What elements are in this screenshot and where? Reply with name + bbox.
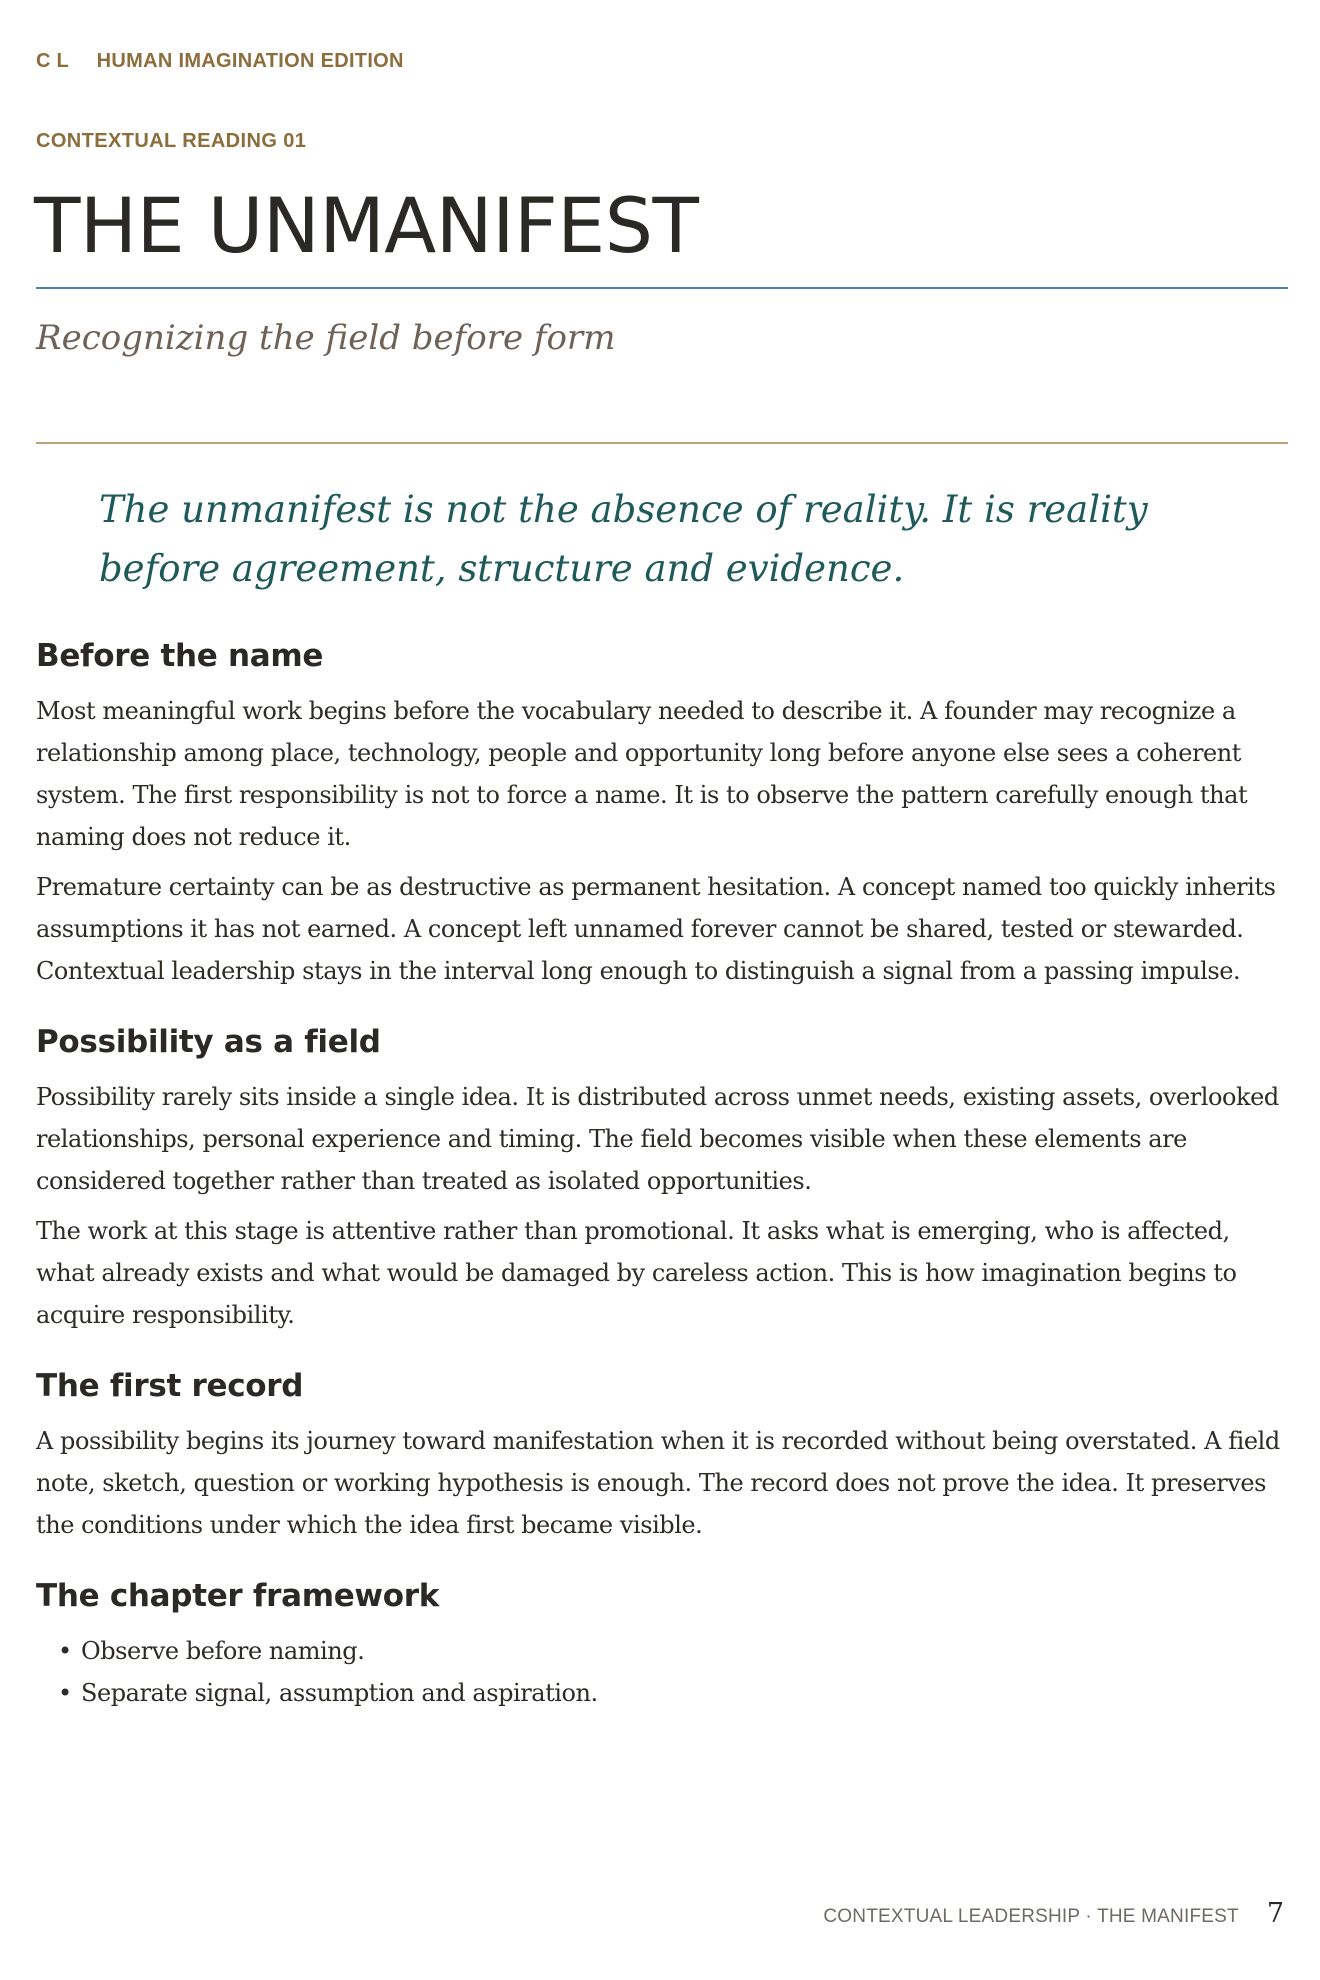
body-paragraph: Premature certainty can be as destructive as permanent hesitation. A concept named too quickly inherits assumptions it has not earned. A concept left unnamed forever cannot be shared, tested or stewarded. Contextual leadership stays in the interval long enough to distinguish a signal from a passing impulse. bbox=[36, 873, 1276, 985]
body-paragraph: Possibility rarely sits inside a single idea. It is distributed across unmet needs, existing assets, overlooked relationships, personal experience and timing. The field becomes visible when these elements are considered together rather than treated as isolated opportunities. bbox=[36, 1083, 1279, 1195]
page-number: 7 bbox=[1266, 1898, 1284, 1929]
pull-quote: The unmanifest is not the absence of reality. It is reality before agreement, structure and evidence. bbox=[99, 488, 1148, 590]
section-divider bbox=[36, 442, 1288, 444]
page-title: THE UNMANIFEST bbox=[34, 181, 699, 270]
section-before-the-name bbox=[36, 628, 1288, 992]
section-heading: Possibility as a field bbox=[36, 1024, 381, 1060]
brand-mark: CL bbox=[36, 50, 75, 72]
body-paragraph: A possibility begins its journey toward manifestation when it is recorded without being overstated. A field note, sketch, question or working hypothesis is enough. The record does not prove the idea. It preserves the conditions under which the idea first became visible. bbox=[36, 1427, 1280, 1539]
bullet-icon: • bbox=[58, 1637, 72, 1665]
edition-label: HUMAN IMAGINATION EDITION bbox=[96, 50, 404, 72]
section-possibility-as-a-field bbox=[36, 1014, 1288, 1336]
body-paragraph: The work at this stage is attentive rather than promotional. It asks what is emerging, who is affected, what already exists and what would be damaged by careless action. This is how imagination begins to acquire responsibility. bbox=[36, 1217, 1237, 1329]
section-heading: The first record bbox=[36, 1368, 304, 1404]
bullet-icon: • bbox=[58, 1679, 72, 1707]
body-paragraph: Most meaningful work begins before the vocabulary needed to describe it. A founder may recognize a relationship among place, technology, people and opportunity long before anyone else sees a coherent system. The first responsibility is not to force a name. It is to observe the pattern carefully enough that naming does not reduce it. bbox=[36, 697, 1248, 851]
page-subtitle: Recognizing the field before form bbox=[36, 318, 616, 358]
list-item: • Observe before naming. bbox=[36, 1630, 1288, 1672]
title-divider bbox=[36, 287, 1288, 289]
page-footer bbox=[823, 1898, 1284, 1929]
section-the-first-record bbox=[36, 1358, 1288, 1546]
framework-list bbox=[36, 1630, 1288, 1714]
section-the-chapter-framework bbox=[36, 1568, 1288, 1714]
section-heading: The chapter framework bbox=[36, 1578, 440, 1614]
list-item: • Separate signal, assumption and aspiration. bbox=[36, 1672, 1288, 1714]
section-heading: Before the name bbox=[36, 638, 324, 674]
running-header bbox=[36, 50, 404, 73]
reading-label: CONTEXTUAL READING 01 bbox=[36, 130, 307, 152]
running-footer-title: CONTEXTUAL LEADERSHIP · THE MANIFEST bbox=[823, 1906, 1239, 1927]
article-body bbox=[36, 628, 1288, 1714]
